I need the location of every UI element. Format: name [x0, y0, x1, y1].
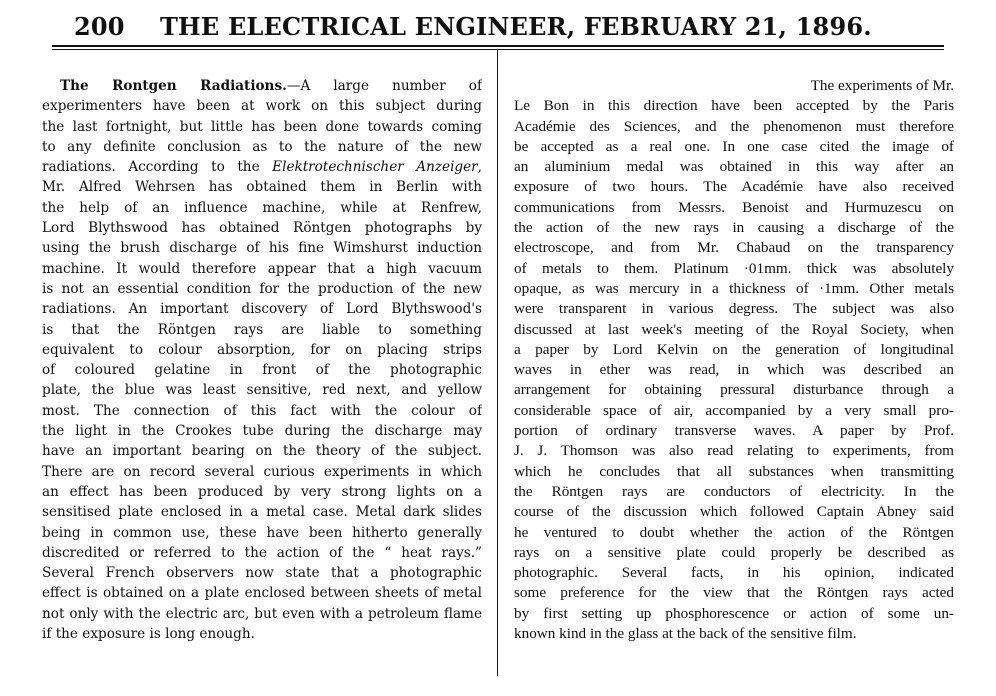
article-line: the light in the Crookes tube during the discharge may	[42, 423, 482, 440]
article-line: sensitised plate enclosed in a metal case. Metal dark slides	[42, 504, 482, 521]
header-rule	[52, 45, 944, 47]
article-line: if the exposure is long enough.	[42, 626, 255, 643]
article-line: some preference for the view that the Röntgen rays acted	[514, 584, 954, 602]
article-line: Le Bon in this direction have been accepted by the Paris	[514, 97, 954, 115]
source-title: Elektrotechnischer Anzeiger	[272, 159, 478, 176]
page-number: 200	[74, 12, 125, 41]
article-line: is not an essential condition for the production of the new	[42, 280, 482, 297]
article-line: being in common use, these have been hitherto generally	[42, 524, 482, 541]
article-line: radiations. An important discovery of Lord Blythswood's	[42, 301, 482, 318]
article-line: not only with the electric arc, but even with a petroleum flame	[42, 605, 482, 622]
article-line: rays on a sensitive plate could properly be described as	[514, 543, 954, 561]
article-line: using the brush discharge of his fine Wimshurst induction	[42, 240, 482, 257]
right-column	[514, 76, 954, 644]
article-line: portion of ordinary transverse waves. A paper by Prof.	[514, 422, 954, 440]
article-line: The Rontgen Radiations.—A large number of	[60, 78, 482, 94]
article-line: discussed at last week's meeting of the Royal Society, when	[514, 320, 954, 338]
article-line: There are on record several curious experiments in which	[42, 463, 482, 480]
article-line: by first setting up phosphorescence or action of some un-	[514, 604, 954, 622]
article-line: considerable space of air, accompanied by a very small pro-	[514, 401, 954, 419]
article-line: he ventured to doubt whether the action of the Röntgen	[514, 523, 954, 541]
column-divider	[497, 50, 498, 676]
article-line: be accepted as a real one. In one case cited the image of	[514, 137, 954, 155]
article-line: an aluminium medal was obtained in this way after an	[514, 158, 954, 176]
article-line: effect is obtained on a plate enclosed between sheets of metal	[42, 585, 482, 602]
article-line: The experiments of Mr.	[810, 77, 954, 94]
article-line: were transparent in various degress. The subject was also	[514, 300, 954, 318]
article-line: Mr. Alfred Wehrsen has obtained them in Berlin with	[42, 179, 482, 196]
article-line: opaque, as was mercury in a thickness of ·1mm. Other metals	[514, 279, 954, 297]
article-line: machine. It would therefore appear that a high vacuum	[42, 260, 482, 277]
article-line: Lord Blythswood has obtained Röntgen photographs by	[42, 220, 482, 237]
article-line: discredited or referred to the action of the “ heat rays.”	[42, 544, 482, 561]
article-line: course of the discussion which followed Captain Abney said	[514, 503, 954, 521]
left-column	[42, 76, 482, 644]
article-line: a paper by Lord Kelvin on the generation of longitudinal	[514, 340, 954, 358]
article-line: Several French observers now state that a photographic	[42, 565, 482, 582]
article-line: waves in ether was read, in which was described an	[514, 361, 954, 379]
article-line: arrangement for obtaining pressural disturbance through a	[514, 381, 954, 399]
article-line: the help of an influence machine, while at Renfrew,	[42, 199, 482, 216]
page-header	[52, 10, 944, 44]
article-line: the action of the new rays in causing a discharge of the	[514, 219, 954, 237]
article-line: experimenters have been at work on this subject during	[42, 98, 482, 115]
article-line: plate, the blue was least sensitive, red next, and yellow	[42, 382, 482, 399]
article-line: known kind in the glass at the back of the sensitive film.	[514, 625, 857, 643]
article-line: to any definite conclusion as to the nature of the new	[42, 138, 482, 155]
article-line: J. J. Thomson was also read relating to experiments, from	[514, 442, 954, 460]
article-line: of metals to them. Platinum ·01mm. thick was absolutely	[514, 259, 954, 277]
article-line: the last fortnight, but little has been done towards coming	[42, 118, 482, 135]
article-line: most. The connection of this fact with the colour of	[42, 402, 482, 419]
header-rule-thin	[52, 49, 944, 50]
article-line: an effect has been produced by very strong lights on a	[42, 483, 482, 500]
running-head: THE ELECTRICAL ENGINEER, FEBRUARY 21, 1896.	[160, 12, 872, 41]
article-line: have an important bearing on the theory of the subject.	[42, 443, 482, 460]
article-line: exposure of two hours. The Académie have also received	[514, 178, 954, 196]
article-line: photographic. Several facts, in his opinion, indicated	[514, 564, 954, 582]
article-line: is that the Röntgen rays are liable to something	[42, 321, 482, 338]
article-line: which he concludes that all substances when transmitting	[514, 462, 954, 480]
article-line: of coloured gelatine in front of the photographic	[42, 362, 482, 379]
runin-title: The Rontgen Radiations.	[60, 78, 287, 94]
article-line: the Röntgen rays are conductors of electricity. In the	[514, 482, 954, 500]
article-line: electroscope, and from Mr. Chabaud on the transparency	[514, 239, 954, 257]
article-line: radiations. According to the Elektrotechnischer Anzeiger,	[42, 159, 482, 176]
article-line: equivalent to colour absorption, for on placing strips	[42, 341, 482, 358]
article-line: Académie des Sciences, and the phenomenon must therefore	[514, 117, 954, 135]
article-line: communications from Messrs. Benoist and Hurmuzescu on	[514, 198, 954, 216]
